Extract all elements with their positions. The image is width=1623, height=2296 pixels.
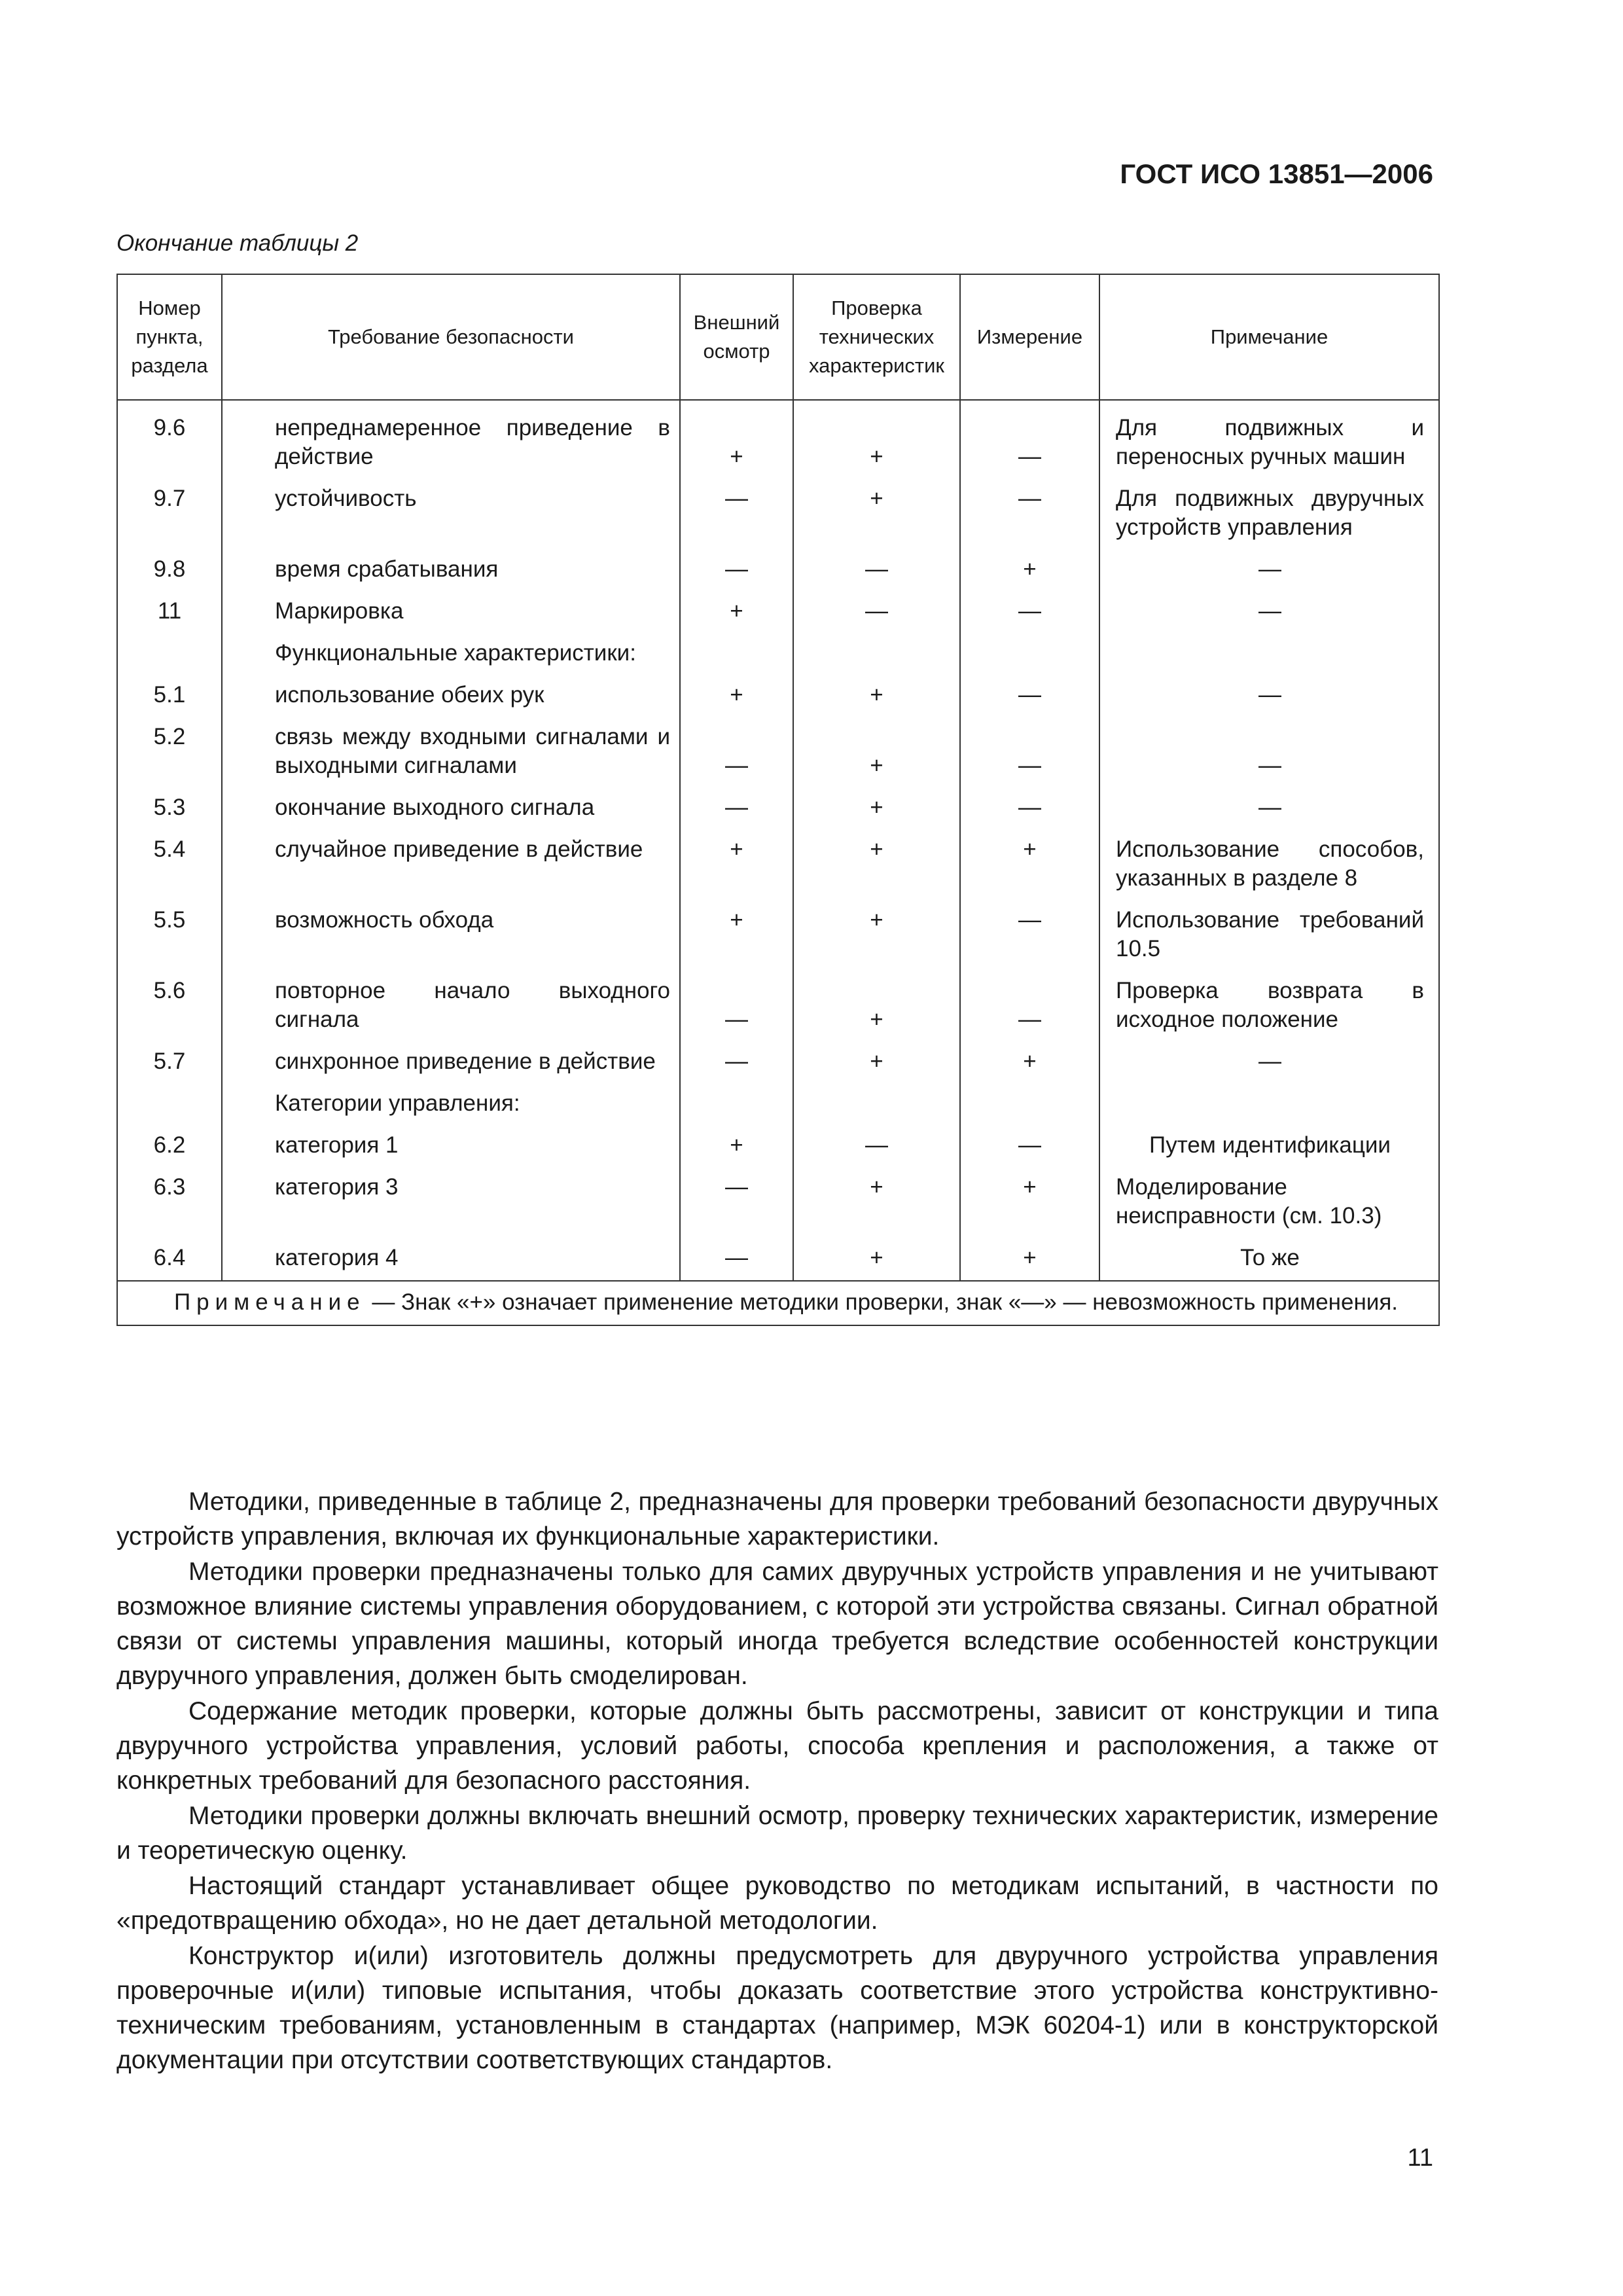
cell-technical: + xyxy=(793,1168,960,1238)
paragraph: Настоящий стандарт устанавливает общее руководство по методикам испытаний, в частности по «предотвращению обхода», но не дает детальной методологии. xyxy=(116,1872,1438,1935)
cell-visual: — xyxy=(680,1168,793,1238)
cell-note: То же xyxy=(1099,1238,1439,1281)
table-caption: Окончание таблицы 2 xyxy=(116,230,359,256)
cell-measurement: — xyxy=(960,479,1099,550)
cell-measurement xyxy=(960,634,1099,675)
cell-requirement: окончание выходного сигнала xyxy=(222,788,680,830)
cell-technical: + xyxy=(793,479,960,550)
cell-note: — xyxy=(1099,592,1439,634)
cell-number xyxy=(117,634,222,675)
cell-visual xyxy=(680,1084,793,1126)
cell-visual: — xyxy=(680,1238,793,1281)
cell-measurement: — xyxy=(960,592,1099,634)
cell-technical: + xyxy=(793,971,960,1042)
table-row-group-heading xyxy=(117,1084,1439,1126)
cell-note: Моделирование неисправности (см. 10.3) xyxy=(1099,1168,1439,1238)
cell-number: 5.6 xyxy=(117,971,222,1042)
cell-note: — xyxy=(1099,717,1439,788)
cell-technical xyxy=(793,1084,960,1126)
cell-number: 11 xyxy=(117,592,222,634)
cell-measurement: + xyxy=(960,830,1099,901)
column-header-number: Номер пункта, раздела xyxy=(117,274,222,400)
cell-requirement: использование обеих рук xyxy=(222,675,680,717)
footnote-label: Примечание xyxy=(174,1289,366,1315)
cell-requirement: категория 4 xyxy=(222,1238,680,1281)
paragraph: Методики проверки должны включать внешний осмотр, проверку технических характеристик, измерение и теоретическую оценку. xyxy=(116,1802,1438,1865)
cell-number: 9.6 xyxy=(117,400,222,479)
cell-visual: + xyxy=(680,1126,793,1168)
table-row xyxy=(117,788,1439,830)
table-header-row xyxy=(117,274,1439,400)
cell-visual: + xyxy=(680,901,793,971)
cell-measurement: + xyxy=(960,1238,1099,1281)
cell-number: 9.7 xyxy=(117,479,222,550)
cell-requirement: синхронное приведение в действие xyxy=(222,1042,680,1084)
table-row xyxy=(117,479,1439,550)
cell-technical: + xyxy=(793,717,960,788)
cell-number: 9.8 xyxy=(117,550,222,592)
table-row xyxy=(117,971,1439,1042)
cell-number: 6.2 xyxy=(117,1126,222,1168)
table-row-group-heading xyxy=(117,634,1439,675)
cell-requirement: устойчивость xyxy=(222,479,680,550)
page-number: 11 xyxy=(1407,2144,1433,2172)
column-header-technical-check: Проверка технических характеристик xyxy=(793,274,960,400)
cell-note: Использование способов, указанных в разделе 8 xyxy=(1099,830,1439,901)
paragraph: Методики проверки предназначены только для самих двуручных устройств управления и не учитывают возможное влияние системы управления оборудованием, с которой эти устройства связаны. Сигнал обратной связи от системы управления машины, который иногда требуется вследствие особенностей конструкции двуручного управления, должен быть смоделирован. xyxy=(116,1558,1438,1690)
cell-measurement xyxy=(960,1084,1099,1126)
cell-measurement: — xyxy=(960,675,1099,717)
cell-measurement: — xyxy=(960,901,1099,971)
cell-note: Для подвижных двуручных устройств управления xyxy=(1099,479,1439,550)
table-row xyxy=(117,901,1439,971)
cell-visual: + xyxy=(680,675,793,717)
cell-visual: + xyxy=(680,830,793,901)
footnote-text: — Знак «+» означает применение методики проверки, знак «—» — невозможность применения. xyxy=(365,1289,1399,1315)
cell-note: Путем идентификации xyxy=(1099,1126,1439,1168)
cell-note: — xyxy=(1099,1042,1439,1084)
cell-technical: + xyxy=(793,400,960,479)
cell-requirement: категория 3 xyxy=(222,1168,680,1238)
cell-note: — xyxy=(1099,675,1439,717)
cell-measurement: + xyxy=(960,550,1099,592)
table-footnote-row xyxy=(117,1281,1439,1325)
cell-requirement: время срабатывания xyxy=(222,550,680,592)
cell-requirement: случайное приведение в действие xyxy=(222,830,680,901)
cell-number xyxy=(117,1084,222,1126)
cell-note: — xyxy=(1099,788,1439,830)
cell-number: 5.5 xyxy=(117,901,222,971)
cell-note: Использование требований 10.5 xyxy=(1099,901,1439,971)
cell-requirement: связь между входными сигналами и выходными сигналами xyxy=(222,717,680,788)
table-row xyxy=(117,1126,1439,1168)
table-row xyxy=(117,717,1439,788)
table-row xyxy=(117,675,1439,717)
table-row xyxy=(117,1042,1439,1084)
cell-requirement: Маркировка xyxy=(222,592,680,634)
cell-technical: + xyxy=(793,675,960,717)
cell-requirement: категория 1 xyxy=(222,1126,680,1168)
table-row xyxy=(117,400,1439,479)
cell-visual: — xyxy=(680,479,793,550)
cell-visual: — xyxy=(680,550,793,592)
cell-measurement: + xyxy=(960,1168,1099,1238)
cell-note: Проверка возврата в исходное положение xyxy=(1099,971,1439,1042)
cell-note: Для подвижных и переносных ручных машин xyxy=(1099,400,1439,479)
cell-technical: + xyxy=(793,1238,960,1281)
verification-table xyxy=(116,274,1440,1326)
cell-technical: + xyxy=(793,1042,960,1084)
cell-visual: + xyxy=(680,592,793,634)
cell-requirement: Функциональные характеристики: xyxy=(222,634,680,675)
table-row xyxy=(117,830,1439,901)
cell-number: 5.4 xyxy=(117,830,222,901)
cell-requirement: Категории управления: xyxy=(222,1084,680,1126)
cell-measurement: — xyxy=(960,400,1099,479)
cell-technical: — xyxy=(793,550,960,592)
cell-number: 5.3 xyxy=(117,788,222,830)
standard-designation: ГОСТ ИСО 13851—2006 xyxy=(1120,158,1433,189)
cell-number: 6.3 xyxy=(117,1168,222,1238)
body-text xyxy=(116,1484,1438,2078)
column-header-visual-inspection: Внешний осмотр xyxy=(680,274,793,400)
cell-visual: — xyxy=(680,971,793,1042)
cell-measurement: — xyxy=(960,971,1099,1042)
cell-technical: + xyxy=(793,830,960,901)
cell-technical xyxy=(793,634,960,675)
cell-note xyxy=(1099,634,1439,675)
cell-number: 5.2 xyxy=(117,717,222,788)
cell-technical: — xyxy=(793,1126,960,1168)
cell-technical: + xyxy=(793,901,960,971)
column-header-requirement: Требование безопасности xyxy=(222,274,680,400)
cell-note xyxy=(1099,1084,1439,1126)
table-row xyxy=(117,592,1439,634)
cell-number: 5.1 xyxy=(117,675,222,717)
cell-technical: + xyxy=(793,788,960,830)
cell-number: 5.7 xyxy=(117,1042,222,1084)
cell-visual: — xyxy=(680,788,793,830)
cell-number: 6.4 xyxy=(117,1238,222,1281)
cell-measurement: — xyxy=(960,717,1099,788)
table-row xyxy=(117,1238,1439,1281)
cell-visual: + xyxy=(680,400,793,479)
cell-requirement: повторное начало выходного сигнала xyxy=(222,971,680,1042)
paragraph: Методики, приведенные в таблице 2, предназначены для проверки требований безопасности двуручных устройств управления, включая их функциональные характеристики. xyxy=(116,1488,1438,1551)
paragraph: Конструктор и(или) изготовитель должны предусмотреть для двуручного устройства управления проверочные и(или) типовые испытания, чтобы доказать соответствие этого устройства конструктивно-техническим требованиям, установленным в стандартах (например, МЭК 60204-1) или в конструкторской документации при отсутствии соответствующих стандартов. xyxy=(116,1942,1438,2074)
cell-measurement: + xyxy=(960,1042,1099,1084)
cell-requirement: непреднамеренное приведение в действие xyxy=(222,400,680,479)
table-footnote xyxy=(117,1281,1439,1325)
paragraph: Содержание методик проверки, которые должны быть рассмотрены, зависит от конструкции и типа двуручного устройства управления, условий работы, способа крепления и расположения, а также от конкретных требований для безопасного расстояния. xyxy=(116,1697,1438,1795)
column-header-note: Примечание xyxy=(1099,274,1439,400)
cell-visual xyxy=(680,634,793,675)
cell-measurement: — xyxy=(960,1126,1099,1168)
cell-requirement: возможность обхода xyxy=(222,901,680,971)
table-row xyxy=(117,550,1439,592)
cell-measurement: — xyxy=(960,788,1099,830)
table-row xyxy=(117,1168,1439,1238)
cell-visual: — xyxy=(680,717,793,788)
cell-visual: — xyxy=(680,1042,793,1084)
column-header-measurement: Измерение xyxy=(960,274,1099,400)
cell-technical: — xyxy=(793,592,960,634)
cell-note: — xyxy=(1099,550,1439,592)
